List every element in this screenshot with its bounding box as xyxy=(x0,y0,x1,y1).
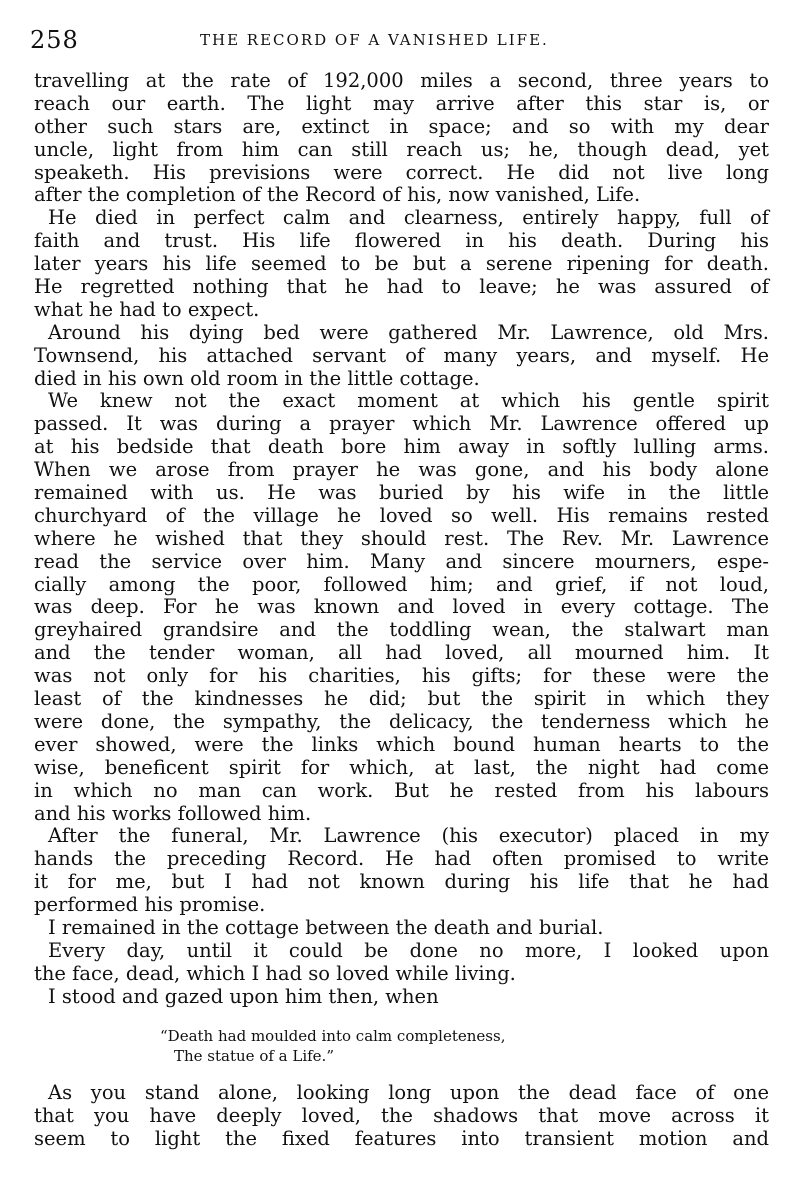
text-line: at his bedside that death bore him away in softly lulling arms. xyxy=(34,435,769,459)
text-line: He regretted nothing that he had to leave; he was assured of xyxy=(34,275,769,299)
text-line: greyhaired grandsire and the toddling wean, the stalwart man xyxy=(34,618,769,642)
text-line: He died in perfect calm and clearness, entirely happy, full of xyxy=(48,206,769,230)
text-line: wise, beneficent spirit for which, at last, the night had come xyxy=(34,755,769,779)
text-line: Townsend, his attached servant of many years, and myself. He xyxy=(34,343,769,367)
body-text xyxy=(34,70,769,1009)
text-line: in which no man can work. But he rested from his labours xyxy=(34,778,769,802)
text-line: least of the kindnesses he did; but the spirit in which they xyxy=(34,687,769,711)
closing-paragraph xyxy=(34,1082,769,1151)
text-line: I stood and gazed upon him then, when xyxy=(48,984,439,1008)
page-number: 258 xyxy=(30,26,79,54)
page-header xyxy=(30,26,770,56)
text-line: As you stand alone, looking long upon the dead face of one xyxy=(48,1081,769,1104)
text-line: was deep. For he was known and loved in every cottage. The xyxy=(34,595,769,619)
block-quote xyxy=(160,1026,600,1066)
text-line: and his works followed him. xyxy=(34,801,312,825)
text-line: after the completion of the Record of his, now vanished, Life. xyxy=(34,183,641,207)
text-line: ever showed, were the links which bound human hearts to the xyxy=(34,732,769,756)
text-line: other such stars are, extinct in space; and so with my dear xyxy=(34,114,769,138)
text-line: and the tender woman, all had loved, all mourned him. It xyxy=(34,641,769,665)
text-line: speaketh. His previsions were correct. He did not live long xyxy=(34,160,769,184)
text-line: passed. It was during a prayer which Mr. Lawrence offered up xyxy=(34,412,769,436)
text-line: were done, the sympathy, the delicacy, the tenderness which he xyxy=(34,709,769,733)
text-line: it for me, but I had not known during his life that he had xyxy=(34,870,769,894)
text-line: remained with us. He was buried by his wife in the little xyxy=(34,481,769,505)
text-line: that you have deeply loved, the shadows that move across it xyxy=(34,1103,769,1127)
text-line: hands the preceding Record. He had often promised to write xyxy=(34,847,769,871)
text-line: read the service over him. Many and sincere mourners, espe- xyxy=(34,549,769,573)
text-line: later years his life seemed to be but a serene ripening for death. xyxy=(34,252,769,276)
text-line: churchyard of the village he loved so well. His remains rested xyxy=(34,503,769,527)
text-line: We knew not the exact moment at which his gentle spirit xyxy=(48,389,769,413)
text-line: When we arose from prayer he was gone, and his body alone xyxy=(34,458,769,482)
text-line: performed his promise. xyxy=(34,893,266,917)
text-line: Every day, until it could be done no more, I looked upon xyxy=(48,938,769,962)
text-line: I remained in the cottage between the death and burial. xyxy=(48,915,604,939)
text-line: died in his own old room in the little cottage. xyxy=(34,366,480,390)
text-line: faith and trust. His life flowered in his death. During his xyxy=(34,229,769,253)
text-line: seem to light the fixed features into transient motion and xyxy=(34,1126,769,1150)
text-line: uncle, light from him can still reach us; he, though dead, yet xyxy=(34,137,769,161)
text-line: cially among the poor, followed him; and grief, if not loud, xyxy=(34,572,769,596)
running-title: THE RECORD OF A VANISHED LIFE. xyxy=(200,31,549,49)
text-line: what he had to expect. xyxy=(34,297,260,321)
quote-line: “Death had moulded into calm completeness, xyxy=(160,1027,506,1045)
text-line: reach our earth. The light may arrive after this star is, or xyxy=(34,91,769,115)
text-line: where he wished that they should rest. The Rev. Mr. Lawrence xyxy=(34,526,769,550)
text-line: was not only for his charities, his gifts; for these were the xyxy=(34,664,769,688)
text-line: the face, dead, which I had so loved while living. xyxy=(34,961,516,985)
quote-line: The statue of a Life.” xyxy=(174,1047,334,1065)
text-line: After the funeral, Mr. Lawrence (his executor) placed in my xyxy=(48,824,769,848)
text-line: travelling at the rate of 192,000 miles a second, three years to xyxy=(34,69,769,92)
text-line: Around his dying bed were gathered Mr. Lawrence, old Mrs. xyxy=(48,320,769,344)
